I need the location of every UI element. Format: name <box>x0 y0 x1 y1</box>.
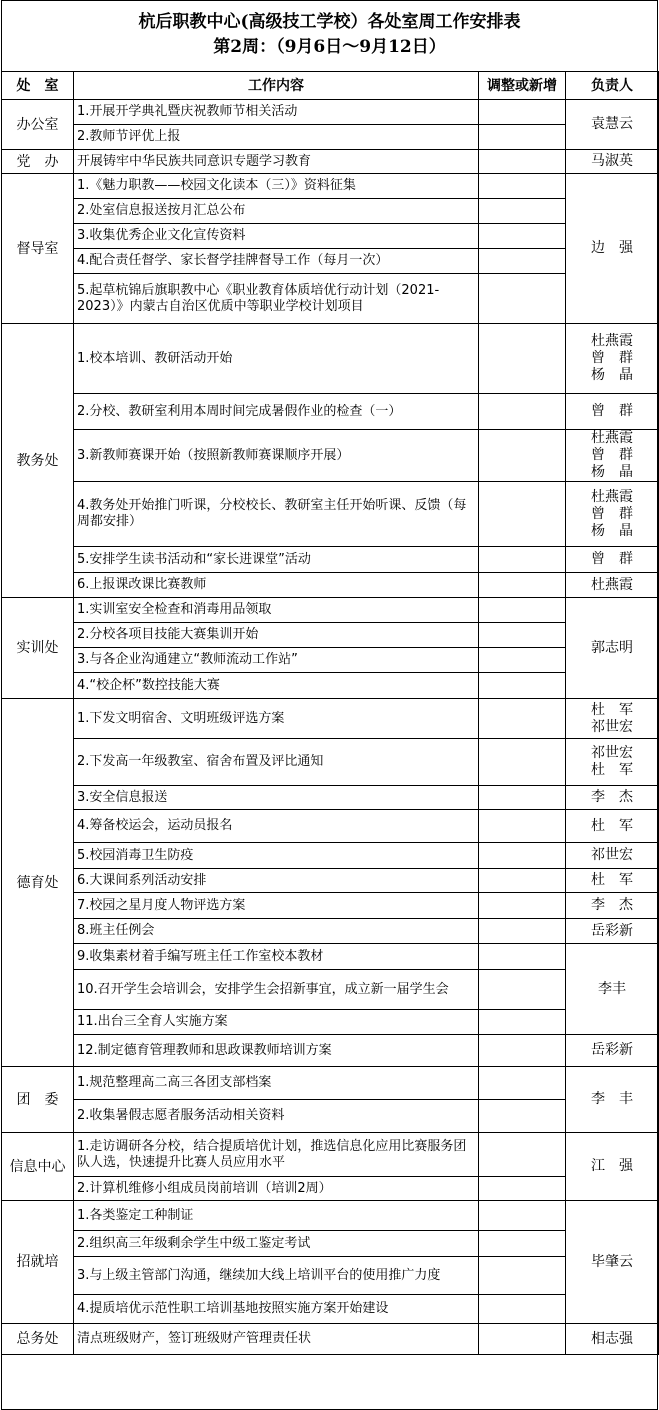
owner-name: 杨 晶 <box>591 522 633 539</box>
task-cell: 6.大课间系列活动安排 <box>74 869 479 893</box>
owner-name: 相志强 <box>591 1330 633 1347</box>
schedule-body <box>2 100 659 1355</box>
table-row <box>2 786 659 810</box>
task-cell: 4.提质培优示范性职工培训基地按照实施方案开始建设 <box>74 1295 479 1324</box>
table-row <box>2 150 659 174</box>
owner-cell <box>566 482 659 547</box>
adjustment-cell <box>479 573 566 598</box>
table-row <box>2 1133 659 1177</box>
owner-name: 杜燕霞 <box>591 488 633 505</box>
task-cell: 3.收集优秀企业文化宣传资料 <box>74 224 479 249</box>
adjustment-cell <box>479 843 566 869</box>
owner-name: 岳彩新 <box>591 1042 633 1058</box>
owner-name: 祁世宏 <box>591 718 633 735</box>
department-cell: 教务处 <box>2 324 74 598</box>
table-row <box>2 598 659 623</box>
adjustment-cell <box>479 1231 566 1257</box>
adjustment-cell <box>479 100 566 125</box>
owner-name: 岳彩新 <box>591 922 633 939</box>
task-cell: 2.分校、教研室利用本周时间完成暑假作业的检查（一） <box>74 394 479 430</box>
adjustment-cell <box>479 174 566 199</box>
department-cell: 招就培 <box>2 1201 74 1324</box>
table-row <box>2 199 659 224</box>
adjustment-cell <box>479 547 566 573</box>
adjustment-cell <box>479 1133 566 1177</box>
header-dept: 处 室 <box>2 72 74 100</box>
adjustment-cell <box>479 224 566 249</box>
owner-name: 边 强 <box>591 240 633 256</box>
task-cell: 5.安排学生读书活动和“家长进课堂”活动 <box>74 547 479 573</box>
owner-name: 马淑英 <box>591 153 633 169</box>
table-row <box>2 1067 659 1100</box>
owner-name: 杜 军 <box>591 701 633 718</box>
table-row <box>2 224 659 249</box>
task-cell: 8.班主任例会 <box>74 919 479 944</box>
table-row <box>2 1177 659 1201</box>
adjustment-cell <box>479 673 566 699</box>
task-cell: 1.校本培训、教研活动开始 <box>74 324 479 394</box>
owner-cell <box>566 1133 659 1201</box>
owner-name: 曾 群 <box>591 505 633 522</box>
adjustment-cell <box>479 786 566 810</box>
owner-name: 曾 群 <box>591 447 633 463</box>
task-cell: 3.与各企业沟通建立“教师流动工作站” <box>74 648 479 673</box>
department-cell: 办公室 <box>2 100 74 150</box>
adjustment-cell <box>479 810 566 843</box>
table-row <box>2 699 659 739</box>
owner-cell <box>566 430 659 482</box>
task-cell: 12.制定德育管理教师和思政课教师培训方案 <box>74 1035 479 1067</box>
adjustment-cell <box>479 1177 566 1201</box>
owner-cell <box>566 1324 659 1355</box>
owner-name: 杜燕霞 <box>591 430 633 446</box>
task-cell: 1.各类鉴定工种制证 <box>74 1201 479 1231</box>
task-cell: 5.校园消毒卫生防疫 <box>74 843 479 869</box>
header-owner: 负责人 <box>566 72 659 100</box>
table-row <box>2 869 659 893</box>
owner-name: 杜 军 <box>591 872 633 888</box>
owner-name: 李丰 <box>598 980 626 997</box>
task-cell: 2.计算机维修小组成员岗前培训（培训2周） <box>74 1177 479 1201</box>
header-row <box>2 72 659 100</box>
adjustment-cell <box>479 274 566 324</box>
adjustment-cell <box>479 324 566 394</box>
owner-cell <box>566 843 659 869</box>
owner-cell <box>566 919 659 944</box>
table-row <box>2 174 659 199</box>
owner-name: 杜燕霞 <box>591 576 633 593</box>
adjustment-cell <box>479 869 566 893</box>
owner-cell <box>566 324 659 394</box>
adjustment-cell <box>479 944 566 970</box>
owner-name: 郭志明 <box>591 639 633 656</box>
owner-cell <box>566 699 659 739</box>
schedule-table <box>1 71 659 1355</box>
owner-name: 江 强 <box>591 1158 633 1174</box>
table-row <box>2 547 659 573</box>
adjustment-cell <box>479 1295 566 1324</box>
owner-cell <box>566 810 659 843</box>
adjustment-cell <box>479 482 566 547</box>
task-cell: 3.安全信息报送 <box>74 786 479 810</box>
table-row <box>2 739 659 786</box>
table-row <box>2 1257 659 1295</box>
owner-name: 杜 军 <box>591 762 633 778</box>
adjustment-cell <box>479 430 566 482</box>
owner-name: 毕肇云 <box>591 1253 633 1270</box>
task-cell: 4.筹备校运会，运动员报名 <box>74 810 479 843</box>
table-row <box>2 944 659 970</box>
task-cell: 7.校园之星月度人物评选方案 <box>74 893 479 919</box>
table-row <box>2 482 659 547</box>
task-cell: 2.组织高三年级剩余学生中级工鉴定考试 <box>74 1231 479 1257</box>
table-row <box>2 648 659 673</box>
task-cell: 2.下发高一年级教室、宿舍布置及评比通知 <box>74 739 479 786</box>
header-adjust: 调整或新增 <box>479 72 566 100</box>
table-row <box>2 843 659 869</box>
adjustment-cell <box>479 648 566 673</box>
department-cell: 实训处 <box>2 598 74 699</box>
table-row <box>2 893 659 919</box>
table-row <box>2 430 659 482</box>
task-cell: 11.出台三全育人实施方案 <box>74 1010 479 1035</box>
task-cell: 2.收集暑假志愿者服务活动相关资料 <box>74 1100 479 1133</box>
owner-name: 祁世宏 <box>591 847 633 863</box>
department-cell: 党 办 <box>2 150 74 174</box>
task-cell: 1.开展开学典礼暨庆祝教师节相关活动 <box>74 100 479 125</box>
adjustment-cell <box>479 125 566 150</box>
owner-cell <box>566 1201 659 1324</box>
adjustment-cell <box>479 1010 566 1035</box>
owner-name: 杜燕霞 <box>591 333 633 349</box>
table-row <box>2 1100 659 1133</box>
task-cell: 4.教务处开始推门听课，分校校长、教研室主任开始听课、反馈（每周都安排） <box>74 482 479 547</box>
department-cell: 德育处 <box>2 699 74 1067</box>
task-cell: 清点班级财产，签订班级财产管理责任状 <box>74 1324 479 1355</box>
owner-name: 杜 军 <box>591 817 633 834</box>
owner-name: 李 杰 <box>591 789 633 805</box>
adjustment-cell <box>479 1201 566 1231</box>
adjustment-cell <box>479 1035 566 1067</box>
owner-cell <box>566 739 659 786</box>
table-row <box>2 1324 659 1355</box>
table-row <box>2 673 659 699</box>
department-cell: 信息中心 <box>2 1133 74 1201</box>
owner-cell <box>566 1035 659 1067</box>
owner-cell <box>566 893 659 919</box>
department-cell: 团 委 <box>2 1067 74 1133</box>
task-cell: 10.召开学生会培训会，安排学生会招新事宜，成立新一届学生会 <box>74 970 479 1010</box>
owner-name: 李 丰 <box>591 1091 633 1107</box>
task-cell: 4.“校企杯”数控技能大赛 <box>74 673 479 699</box>
task-cell: 2.处室信息报送按月汇总公布 <box>74 199 479 224</box>
owner-name: 李 杰 <box>591 897 633 913</box>
owner-cell <box>566 869 659 893</box>
adjustment-cell <box>479 199 566 224</box>
owner-name: 曾 群 <box>591 403 633 419</box>
table-row <box>2 394 659 430</box>
owner-name: 曾 群 <box>591 551 633 567</box>
table-row <box>2 1231 659 1257</box>
adjustment-cell <box>479 150 566 174</box>
owner-cell <box>566 1067 659 1133</box>
table-row <box>2 573 659 598</box>
department-cell: 总务处 <box>2 1324 74 1355</box>
task-cell: 4.配合责任督学、家长督学挂牌督导工作（每月一次） <box>74 249 479 274</box>
owner-cell <box>566 394 659 430</box>
adjustment-cell <box>479 699 566 739</box>
task-cell: 6.上报课改课比赛教师 <box>74 573 479 598</box>
owner-cell <box>566 944 659 1035</box>
table-row <box>2 810 659 843</box>
table-row <box>2 100 659 125</box>
owner-name: 袁慧云 <box>591 116 633 132</box>
title-line-1: 杭后职教中心(高级技工学校）各处室周工作安排表 <box>138 12 521 32</box>
task-cell: 2.教师节评优上报 <box>74 125 479 150</box>
header-content: 工作内容 <box>74 72 479 100</box>
department-cell: 督导室 <box>2 174 74 324</box>
table-row <box>2 274 659 324</box>
owner-cell <box>566 786 659 810</box>
adjustment-cell <box>479 919 566 944</box>
table-row <box>2 1295 659 1324</box>
table-row <box>2 970 659 1010</box>
adjustment-cell <box>479 893 566 919</box>
adjustment-cell <box>479 1100 566 1133</box>
table-row <box>2 919 659 944</box>
task-cell: 3.与上级主管部门沟通，继续加大线上培训平台的使用推广力度 <box>74 1257 479 1295</box>
adjustment-cell <box>479 970 566 1010</box>
table-row <box>2 623 659 648</box>
owner-name: 祁世宏 <box>591 745 633 761</box>
adjustment-cell <box>479 1067 566 1100</box>
schedule-document <box>1 0 658 1410</box>
owner-name: 杨 晶 <box>591 464 633 480</box>
task-cell: 1.下发文明宿舍、文明班级评选方案 <box>74 699 479 739</box>
table-row <box>2 125 659 150</box>
adjustment-cell <box>479 1257 566 1295</box>
table-row <box>2 1010 659 1035</box>
adjustment-cell <box>479 623 566 648</box>
task-cell: 3.新教师赛课开始（按照新教师赛课顺序开展） <box>74 430 479 482</box>
task-cell: 开展铸牢中华民族共同意识专题学习教育 <box>74 150 479 174</box>
adjustment-cell <box>479 739 566 786</box>
adjustment-cell <box>479 1324 566 1355</box>
owner-cell <box>566 598 659 699</box>
task-cell: 1.规范整理高二高三各团支部档案 <box>74 1067 479 1100</box>
task-cell: 1.实训室安全检查和消毒用品领取 <box>74 598 479 623</box>
task-cell: 1.《魅力职教——校园文化读本（三）》资料征集 <box>74 174 479 199</box>
task-cell: 9.收集素材着手编写班主任工作室校本教材 <box>74 944 479 970</box>
owner-name: 曾 群 <box>591 350 633 366</box>
owner-name: 杨 晶 <box>591 367 633 383</box>
document-title <box>2 1 657 71</box>
owner-cell <box>566 150 659 174</box>
task-cell: 2.分校各项目技能大赛集训开始 <box>74 623 479 648</box>
owner-cell <box>566 547 659 573</box>
adjustment-cell <box>479 394 566 430</box>
adjustment-cell <box>479 598 566 623</box>
table-row <box>2 1201 659 1231</box>
owner-cell <box>566 100 659 150</box>
task-cell: 5.起草杭锦后旗职教中心《职业教育体质培优行动计划（2021-2023）》内蒙古自治区优质中等职业学校计划项目 <box>74 274 479 324</box>
table-row <box>2 249 659 274</box>
task-cell: 1.走访调研各分校，结合提质培优计划，推选信息化应用比赛服务团队人选，快速提升比赛人员应用水平 <box>74 1133 479 1177</box>
owner-cell <box>566 573 659 598</box>
owner-cell <box>566 174 659 324</box>
table-row <box>2 324 659 394</box>
adjustment-cell <box>479 249 566 274</box>
table-row <box>2 1035 659 1067</box>
title-line-2: 第2周：（9月6日～9月12日） <box>213 37 446 57</box>
